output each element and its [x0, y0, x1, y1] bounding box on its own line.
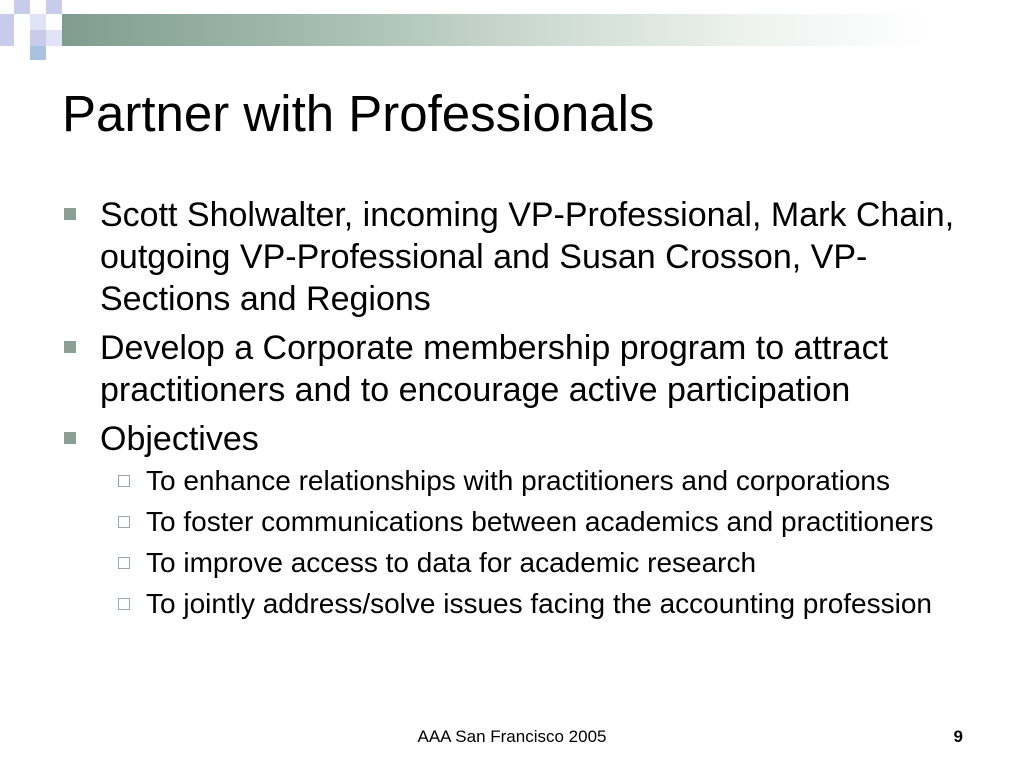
bullet-text: Objectives	[100, 420, 259, 458]
square-bullet-icon	[64, 208, 76, 220]
sub-bullet-item	[100, 587, 980, 621]
hollow-square-bullet-icon	[118, 557, 130, 569]
bullet-item	[62, 327, 980, 411]
decor-square	[30, 14, 46, 30]
decor-square	[46, 30, 62, 46]
sub-bullet-text: To foster communications between academics and practitioners	[146, 506, 934, 537]
sub-bullet-list	[100, 464, 980, 621]
square-bullet-icon	[64, 341, 76, 353]
decor-square	[0, 14, 14, 46]
sub-bullet-item	[100, 546, 980, 580]
page-number: 9	[953, 727, 963, 746]
footer-text: AAA San Francisco 2005	[417, 727, 607, 746]
hollow-square-bullet-icon	[118, 516, 130, 528]
sub-bullet-item	[100, 464, 980, 498]
bullet-text: Scott Sholwalter, incoming VP-Professional, Mark Chain, outgoing VP-Professional and Susan Crosson, VP-Sections and Regions	[100, 196, 955, 318]
sub-bullet-text: To jointly address/solve issues facing the accounting profession	[146, 588, 932, 619]
hollow-square-bullet-icon	[118, 475, 130, 487]
header-gradient-bar	[62, 14, 1024, 46]
bullet-item	[62, 194, 980, 320]
bullet-text: Develop a Corporate membership program to attract practitioners and to encourage active participation	[100, 329, 889, 409]
sub-bullet-text: To enhance relationships with practitioners and corporations	[146, 465, 890, 496]
decor-square	[30, 30, 46, 46]
decor-square	[46, 0, 62, 14]
bullet-item	[62, 418, 980, 621]
sub-bullet-text: To improve access to data for academic research	[146, 547, 757, 578]
decor-square	[30, 46, 46, 60]
square-bullet-icon	[64, 432, 76, 444]
sub-bullet-item	[100, 505, 980, 539]
hollow-square-bullet-icon	[118, 598, 130, 610]
slide-title: Partner with Professionals	[62, 85, 655, 142]
bullet-list	[62, 194, 980, 628]
decor-square	[14, 0, 30, 14]
